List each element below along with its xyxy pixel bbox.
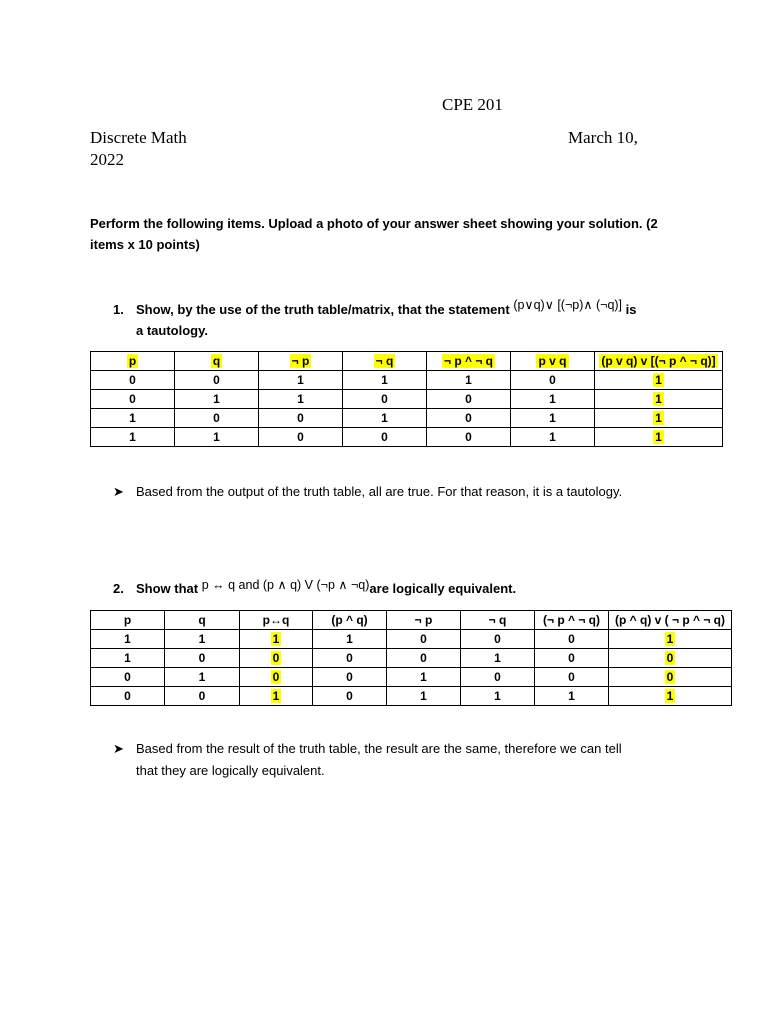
item1-line2: a tautology. <box>136 323 208 338</box>
arrow-bullet-icon: ➤ <box>113 741 124 756</box>
table-row <box>91 409 723 428</box>
table-cell <box>343 371 427 390</box>
table-cell <box>91 409 175 428</box>
table-cell <box>609 668 732 687</box>
cell-value: 1 <box>655 411 662 425</box>
table-cell <box>387 630 461 649</box>
cell-value: 0 <box>420 651 427 665</box>
cell-value: 0 <box>198 651 206 665</box>
table-cell <box>609 687 732 706</box>
cell-value: 1 <box>494 651 501 665</box>
table-cell <box>609 630 732 649</box>
header-label: ¬ q <box>488 613 507 627</box>
table-cell <box>175 409 259 428</box>
table-header-cell <box>165 611 240 630</box>
table-cell <box>511 409 595 428</box>
cell-value: 0 <box>549 373 556 387</box>
cell-value: 1 <box>272 689 280 703</box>
cell-value: 1 <box>420 689 427 703</box>
date-line2: 2022 <box>90 150 124 169</box>
cell-value: 0 <box>420 632 427 646</box>
item1-prefix: Show, by the use of the truth table/matrix, that the statement <box>136 302 510 317</box>
subject-title: Discrete Math <box>90 128 187 147</box>
item1-statement: (p∨q)∨ [(¬p)∧ (¬q)] <box>513 298 623 312</box>
table-cell <box>91 390 175 409</box>
item2-conclusion-line1: Based from the result of the truth table, the result are the same, therefore we can tell <box>136 741 622 756</box>
cell-value: 1 <box>381 411 388 425</box>
cell-value: 0 <box>124 689 131 703</box>
cell-value: 1 <box>129 411 136 425</box>
table-row <box>91 630 732 649</box>
table-header-cell <box>387 611 461 630</box>
cell-value: 0 <box>568 632 575 646</box>
table-header-cell <box>313 611 387 630</box>
cell-value: 0 <box>465 411 472 425</box>
table-cell <box>535 649 609 668</box>
table-header-cell <box>240 611 313 630</box>
cell-value: 1 <box>346 632 353 646</box>
header-label: p v q <box>538 354 567 368</box>
table-header-cell <box>259 352 343 371</box>
cell-value: 1 <box>549 411 556 425</box>
table-cell <box>240 630 313 649</box>
table-cell <box>427 428 511 447</box>
table-cell <box>175 428 259 447</box>
header-label: ¬ p ^ ¬ q <box>443 354 494 368</box>
cell-value: 1 <box>549 430 556 444</box>
cell-value: 0 <box>129 392 136 406</box>
cell-value: 1 <box>655 430 662 444</box>
table-cell <box>595 371 723 390</box>
cell-value: 0 <box>381 430 388 444</box>
table-cell <box>259 428 343 447</box>
header-label: ¬ p <box>414 613 433 627</box>
header-label: p <box>123 613 132 627</box>
table-row <box>91 668 732 687</box>
cell-value: 0 <box>666 651 674 665</box>
cell-value: 1 <box>124 632 131 646</box>
cell-value: 1 <box>213 430 220 444</box>
table-cell <box>427 409 511 428</box>
cell-value: 0 <box>213 411 220 425</box>
table-cell <box>387 668 461 687</box>
table-cell <box>609 649 732 668</box>
table-header-cell <box>343 352 427 371</box>
item2-conclusion-line2: that they are logically equivalent. <box>136 763 325 778</box>
item2-suffix: are logically equivalent. <box>369 581 517 596</box>
header-label: (p v q) v [(¬ p ^ ¬ q)] <box>601 354 716 368</box>
date-line1: March 10, <box>568 128 638 147</box>
item1-number: 1. <box>113 302 124 317</box>
table-cell <box>91 630 165 649</box>
table-header-cell <box>535 611 609 630</box>
table-cell <box>259 371 343 390</box>
cell-value: 1 <box>213 392 220 406</box>
item1-question <box>136 298 637 317</box>
cell-value: 1 <box>465 373 472 387</box>
table-header-cell <box>91 352 175 371</box>
table-cell <box>427 390 511 409</box>
table-header-cell <box>609 611 732 630</box>
table-cell <box>259 409 343 428</box>
table-cell <box>91 371 175 390</box>
header-label: p↔q <box>262 613 290 627</box>
table-cell <box>461 687 535 706</box>
table-header-cell <box>595 352 723 371</box>
table-cell <box>91 649 165 668</box>
cell-value: 0 <box>494 632 501 646</box>
table-cell <box>461 630 535 649</box>
item1-conclusion: Based from the output of the truth table, all are true. For that reason, it is a tautology. <box>136 484 623 499</box>
truth-table-1 <box>90 351 723 447</box>
header-label: p <box>128 354 137 368</box>
table-cell <box>535 687 609 706</box>
table-cell <box>91 687 165 706</box>
cell-value: 0 <box>346 670 353 684</box>
cell-value: 0 <box>124 670 131 684</box>
header-label: q <box>212 354 221 368</box>
table-cell <box>175 390 259 409</box>
table-cell <box>175 371 259 390</box>
cell-value: 1 <box>297 392 304 406</box>
cell-value: 0 <box>297 411 304 425</box>
cell-value: 0 <box>346 689 353 703</box>
table-cell <box>511 428 595 447</box>
table-cell <box>313 687 387 706</box>
table-cell <box>165 687 240 706</box>
cell-value: 0 <box>213 373 220 387</box>
header-label: (p ^ q) <box>331 613 368 627</box>
item2-question <box>136 578 517 596</box>
table-cell <box>240 649 313 668</box>
course-code: CPE 201 <box>442 95 503 114</box>
cell-value: 0 <box>568 670 575 684</box>
cell-value: 0 <box>666 670 674 684</box>
cell-value: 1 <box>198 632 206 646</box>
table-row <box>91 428 723 447</box>
cell-value: 1 <box>381 373 388 387</box>
table-cell <box>240 687 313 706</box>
header-label: (p ^ q) v ( ¬ p ^ ¬ q) <box>614 613 725 627</box>
table-header-row <box>91 611 732 630</box>
table-cell <box>511 371 595 390</box>
cell-value: 0 <box>272 651 280 665</box>
item2-prefix: Show that <box>136 581 199 596</box>
table-cell <box>511 390 595 409</box>
cell-value: 1 <box>655 373 662 387</box>
item1-suffix: is <box>625 302 637 317</box>
table-header-cell <box>175 352 259 371</box>
table-cell <box>427 371 511 390</box>
table-cell <box>595 390 723 409</box>
table-header-cell <box>461 611 535 630</box>
cell-value: 1 <box>549 392 556 406</box>
table-header-cell <box>511 352 595 371</box>
cell-value: 0 <box>494 670 501 684</box>
instructions-line1: Perform the following items. Upload a photo of your answer sheet showing your solution. (2 <box>90 216 658 231</box>
cell-value: 1 <box>420 670 427 684</box>
table-cell <box>535 668 609 687</box>
table-cell <box>343 390 427 409</box>
cell-value: 1 <box>129 430 136 444</box>
cell-value: 1 <box>272 632 280 646</box>
cell-value: 0 <box>465 392 472 406</box>
cell-value: 0 <box>465 430 472 444</box>
cell-value: 1 <box>297 373 304 387</box>
table-cell <box>165 630 240 649</box>
cell-value: 0 <box>346 651 353 665</box>
table-cell <box>165 649 240 668</box>
table-cell <box>535 630 609 649</box>
table-header-row <box>91 352 723 371</box>
item2-statement: p ↔ q and (p ∧ q) V (¬p ∧ ¬q) <box>201 578 370 592</box>
table-cell <box>313 668 387 687</box>
cell-value: 0 <box>568 651 575 665</box>
arrow-bullet-icon: ➤ <box>113 484 124 499</box>
table-row <box>91 371 723 390</box>
cell-value: 0 <box>297 430 304 444</box>
header-label: (¬ p ^ ¬ q) <box>542 613 600 627</box>
table-cell <box>165 668 240 687</box>
cell-value: 0 <box>381 392 388 406</box>
item2-number: 2. <box>113 581 124 596</box>
cell-value: 1 <box>666 632 674 646</box>
table-header-cell <box>427 352 511 371</box>
cell-value: 0 <box>129 373 136 387</box>
table-cell <box>91 428 175 447</box>
cell-value: 1 <box>568 689 575 703</box>
truth-table-2 <box>90 610 732 706</box>
table-cell <box>461 668 535 687</box>
cell-value: 1 <box>124 651 131 665</box>
table-cell <box>313 630 387 649</box>
table-cell <box>595 409 723 428</box>
instructions-line2: items x 10 points) <box>90 237 200 252</box>
table-cell <box>91 668 165 687</box>
table-row <box>91 687 732 706</box>
table-cell <box>461 649 535 668</box>
cell-value: 1 <box>655 392 662 406</box>
header-label: ¬ q <box>375 354 394 368</box>
cell-value: 0 <box>198 689 206 703</box>
table-row <box>91 390 723 409</box>
cell-value: 0 <box>272 670 280 684</box>
table-cell <box>240 668 313 687</box>
cell-value: 1 <box>666 689 674 703</box>
cell-value: 1 <box>494 689 501 703</box>
table-cell <box>343 409 427 428</box>
header-label: q <box>198 613 206 627</box>
header-label: ¬ p <box>291 354 310 368</box>
table-header-cell <box>91 611 165 630</box>
table-cell <box>313 649 387 668</box>
table-cell <box>259 390 343 409</box>
table-cell <box>387 687 461 706</box>
table-cell <box>595 428 723 447</box>
table-cell <box>343 428 427 447</box>
table-row <box>91 649 732 668</box>
table-cell <box>387 649 461 668</box>
cell-value: 1 <box>198 670 206 684</box>
